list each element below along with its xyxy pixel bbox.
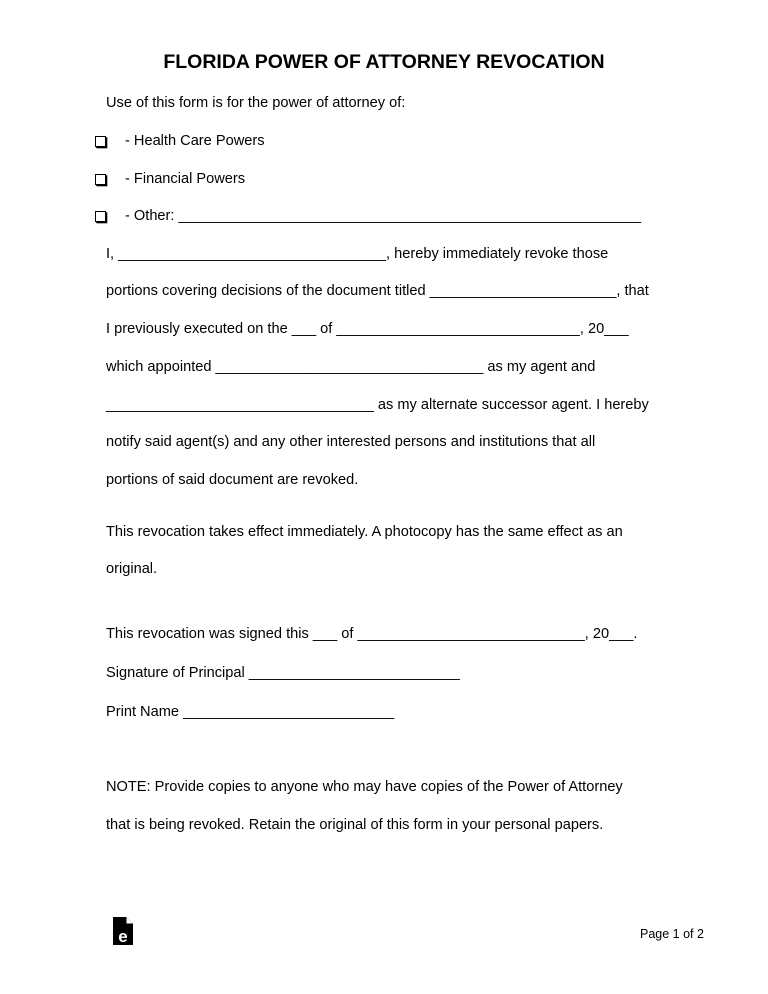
effect-line: This revocation takes effect immediately. A photocopy has the same effect as an <box>106 524 623 540</box>
body-line: I previously executed on the ___ of ______________________________, 20___ <box>106 321 629 337</box>
body-line: I, _________________________________, hereby immediately revoke those <box>106 246 609 262</box>
signed-date-line: This revocation was signed this ___ of ____________________________, 20___. <box>106 626 638 642</box>
option-label: - Other: _________________________________________________________ <box>125 208 642 224</box>
financial-checkbox[interactable] <box>95 174 106 185</box>
page-number: Page 1 of 2 <box>640 927 704 941</box>
signature-line: Signature of Principal __________________________ <box>106 665 460 681</box>
body-line: portions covering decisions of the document titled _______________________, that <box>106 283 649 299</box>
body-line: notify said agent(s) and any other interested persons and institutions that all <box>106 434 596 450</box>
option-label: - Financial Powers <box>125 171 246 187</box>
other-checkbox[interactable] <box>95 211 106 222</box>
body-line: portions of said document are revoked. <box>106 472 359 488</box>
intro-text: Use of this form is for the power of attorney of: <box>106 95 406 111</box>
eforms-logo-icon <box>113 917 133 945</box>
note-line: that is being revoked. Retain the original of this form in your personal papers. <box>106 817 604 833</box>
svg-text:e: e <box>118 927 128 945</box>
body-line: which appointed _________________________________ as my agent and <box>106 359 596 375</box>
effect-line: original. <box>106 561 158 577</box>
print-name-line: Print Name __________________________ <box>106 704 395 720</box>
body-line: _________________________________ as my alternate successor agent. I hereby <box>106 397 649 413</box>
document-title: FLORIDA POWER OF ATTORNEY REVOCATION <box>163 51 605 73</box>
option-label: - Health Care Powers <box>125 133 265 149</box>
health-care-checkbox[interactable] <box>95 136 106 147</box>
note-line: NOTE: Provide copies to anyone who may have copies of the Power of Attorney <box>106 779 623 795</box>
